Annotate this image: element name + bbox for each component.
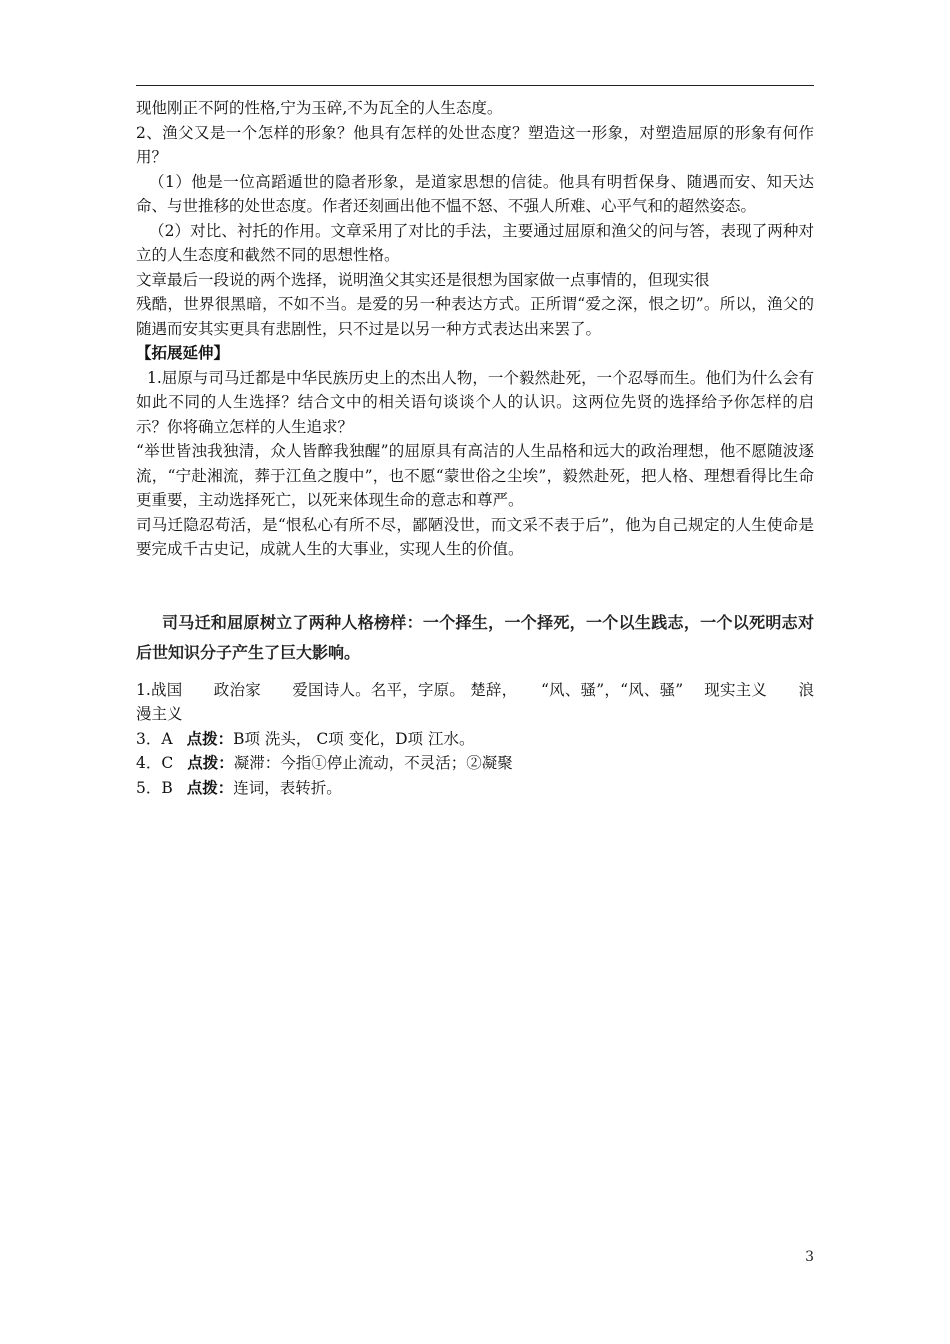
answer-5 [136,776,814,801]
answer-text: 凝滞：今指①停止流动，不灵活；②凝聚 [233,754,513,772]
paragraph-quyuan: “举世皆浊我独清，众人皆醉我独醒”的屈原具有高洁的人生品格和远大的政治理想，他不愿随波逐流，“宁赴湘流，葬于江鱼之腹中”，也不愿“蒙世俗之尘埃”，毅然赴死，把人格、理想看得比生命更重要，主动选择死亡，以死来体现生命的意志和尊严。 [136,442,814,509]
answer-1: 1.战国 政治家 爱国诗人。名平，字原。 楚辞， “风、骚”，“风、骚” 现实主义 浪漫主义 [136,680,814,723]
tip-label: 点拨： [187,753,234,772]
page-content [136,96,814,800]
answer-number: 5．B [136,778,173,797]
section-heading: 【拓展延伸】 [136,343,230,362]
extension-question-1: 1.屈原与司马迁都是中华民族历史上的杰出人物，一个毅然赴死，一个忍辱而生。他们为什么会有如此不同的人生选择？结合文中的相关语句谈谈个人的认识。这两位先贤的选择给予你怎样的启示？你将确立怎样的人生追求？ [136,368,814,436]
summary-paragraph: 司马迁和屈原树立了两种人格榜样：一个择生，一个择死，一个以生践志，一个以死明志对后世知识分子产生了巨大影响。 [136,612,814,662]
answer-number: 3．A [136,729,173,748]
answer-number: 4．C [136,754,174,772]
answer-2-part-1: （1）他是一位高蹈遁世的隐者形象，是道家思想的信徒。他具有明哲保身、随遇而安、知天达命、与世推移的处世态度。作者还刻画出他不愠不怒、不强人所难、心平气和的超然姿态。 [136,172,814,215]
question-2: 2、渔父又是一个怎样的形象？他具有怎样的处世态度？塑造这一形象，对塑造屈原的形象有何作用？ [136,123,814,166]
tip-label: 点拨： [186,728,234,748]
answer-text: 连词，表转折。 [233,778,342,797]
answer-2-part-2: （2）对比、衬托的作用。文章采用了对比的手法，主要通过屈原和渔父的问与答，表现了两种对立的人生态度和截然不同的思想性格。 [136,221,814,264]
tip-label: 点拨： [186,777,234,797]
header-rule [136,85,814,86]
paragraph-simaqian: 司马迁隐忍苟活，是“恨私心有所不尽，鄙陋没世，而文采不表于后”，他为自己规定的人生使命是要完成千古史记，成就人生的大事业，实现人生的价值。 [136,515,814,558]
answer-text: B项 洗头， C项 变化，D项 江水。 [233,729,475,748]
paragraph-line: 现他刚正不阿的性格,宁为玉碎,不为瓦全的人生态度。 [136,99,503,117]
page-number: 3 [805,1249,814,1265]
answer-4 [136,751,814,776]
paragraph-line: 残酷，世界很黑暗，不如不当。是爱的另一种表达方式。正所谓“爱之深，恨之切”。所以，渔父的随遇而安其实更具有悲剧性，只不过是以另一种方式表达出来罢了。 [136,295,814,338]
paragraph-line: 文章最后一段说的两个选择，说明渔父其实还是很想为国家做一点事情的，但现实很 [136,270,710,289]
answer-3 [136,727,814,752]
